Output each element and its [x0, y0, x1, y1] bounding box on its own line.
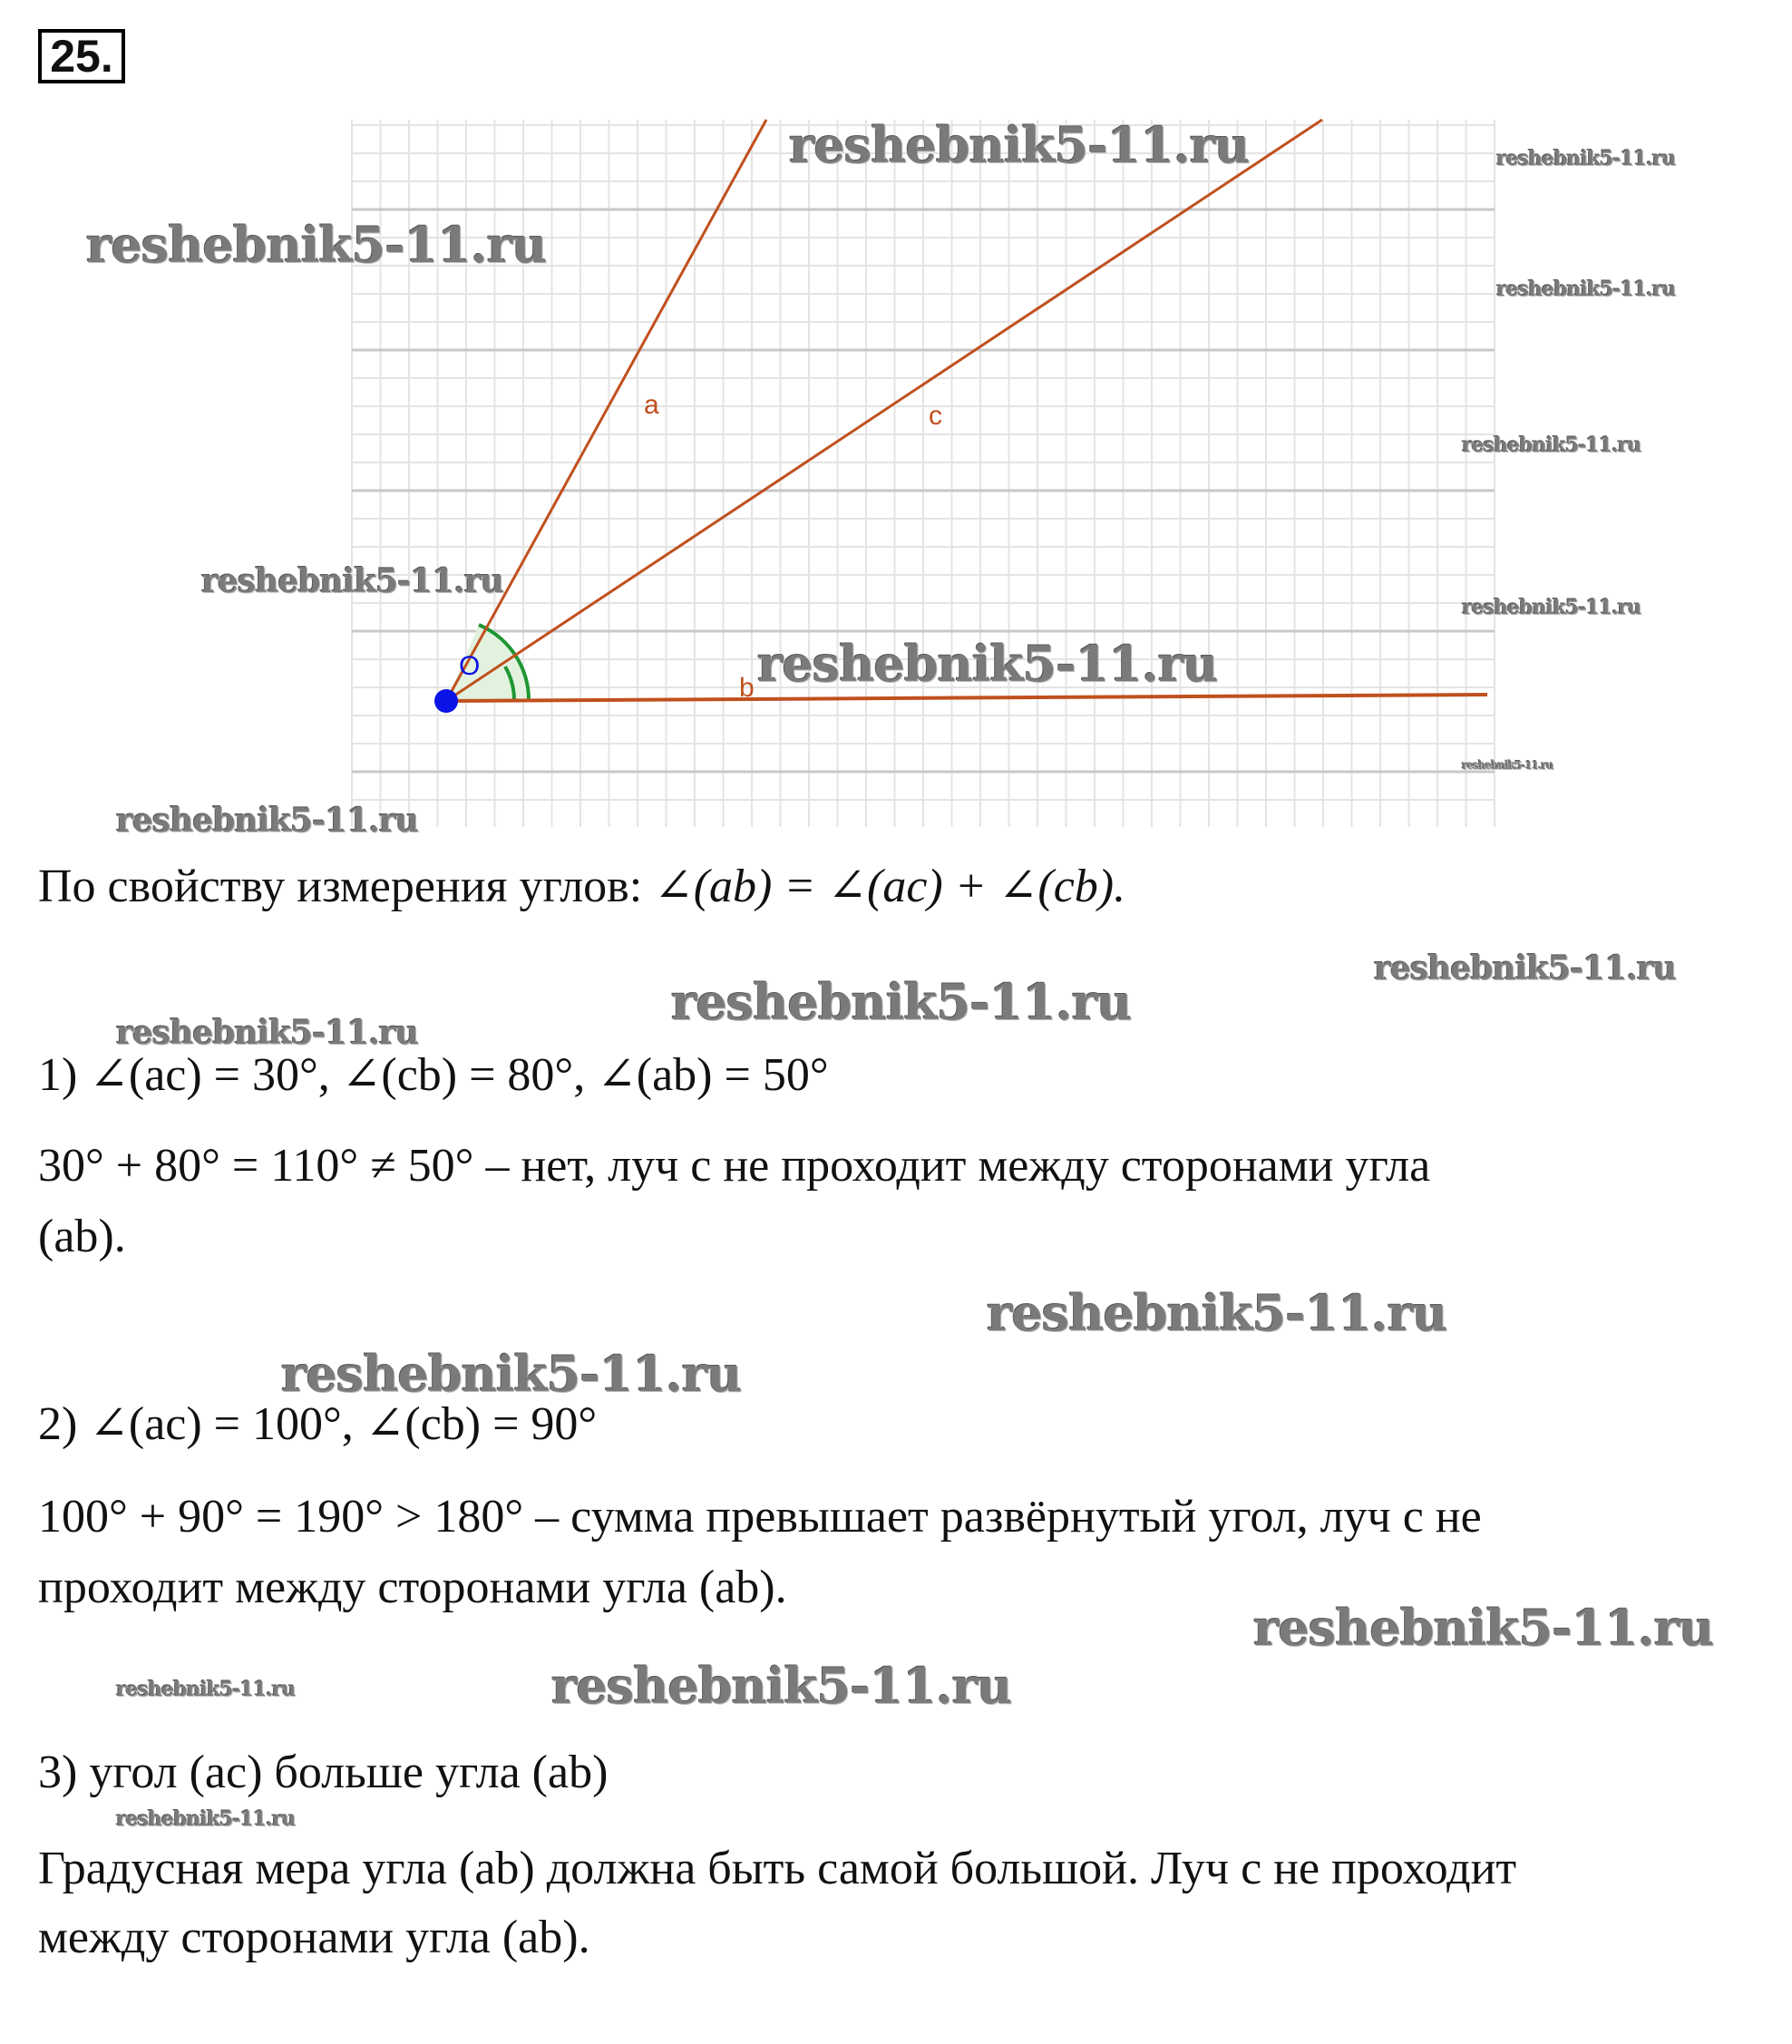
watermark: reshebnik5-11.ru: [551, 1657, 1012, 1715]
watermark: reshebnik5-11.ru: [1374, 949, 1676, 988]
vertex-label: O: [459, 651, 481, 681]
ray-c: [446, 120, 1322, 701]
property-statement: [38, 859, 1125, 915]
watermark: reshebnik5-11.ru: [1462, 596, 1641, 619]
watermark: reshebnik5-11.ru: [671, 973, 1132, 1031]
case3-line1: Градусная мера угла (ab) должна быть самой большой. Луч c не проходит: [38, 1843, 1517, 1894]
watermark: reshebnik5-11.ru: [1462, 433, 1641, 457]
watermark: reshebnik5-11.ru: [116, 1807, 296, 1831]
case1-reasoning: [38, 1138, 1430, 1194]
watermark: reshebnik5-11.ru: [116, 1014, 418, 1052]
watermark: reshebnik5-11.ru: [201, 562, 503, 600]
vertex-point: [434, 689, 458, 713]
case1-conclusion-cont: (ab).: [38, 1211, 126, 1262]
property-formula: ∠(ab) = ∠(ac) + ∠(cb).: [654, 861, 1126, 912]
watermark: reshebnik5-11.ru: [757, 635, 1218, 693]
case1-conclusion: – нет, луч c не проходит между сторонами угла: [473, 1140, 1431, 1192]
watermark: reshebnik5-11.ru: [116, 802, 418, 840]
watermark: reshebnik5-11.ru: [116, 1678, 296, 1701]
watermark: reshebnik5-11.ru: [1496, 147, 1676, 170]
watermark: reshebnik5-11.ru: [789, 116, 1250, 174]
case2-conclusion: – сумма превышает развёрнутый угол, луч c не: [523, 1491, 1482, 1543]
case3-line2: между сторонами угла (ab).: [38, 1912, 590, 1963]
ray-a-label: a: [644, 390, 659, 420]
watermark: reshebnik5-11.ru: [1496, 277, 1676, 301]
ray-c-label: c: [929, 401, 942, 431]
watermark: reshebnik5-11.ru: [1462, 759, 1553, 772]
ray-b: [446, 695, 1487, 701]
property-prefix: По свойству измерения углов:: [38, 861, 655, 912]
problem-number: 25.: [38, 29, 125, 83]
ray-b-label: b: [739, 673, 755, 703]
watermark: reshebnik5-11.ru: [281, 1345, 742, 1403]
case1-given: 1) ∠(ac) = 30°, ∠(cb) = 80°, ∠(ab) = 50°: [38, 1049, 829, 1101]
case2-given: 2) ∠(ac) = 100°, ∠(cb) = 90°: [38, 1398, 598, 1450]
case1-calc: 30° + 80° = 110° ≠ 50°: [38, 1140, 474, 1192]
watermark: reshebnik5-11.ru: [987, 1284, 1447, 1342]
case2-conclusion-cont: проходит между сторонами угла (ab).: [38, 1562, 787, 1613]
case3-given: 3) угол (ac) больше угла (ab): [38, 1747, 609, 1798]
case2-reasoning: [38, 1489, 1482, 1545]
watermark: reshebnik5-11.ru: [86, 216, 547, 274]
watermark: reshebnik5-11.ru: [1253, 1599, 1714, 1657]
case2-calc: 100° + 90° = 190° > 180°: [38, 1491, 524, 1543]
